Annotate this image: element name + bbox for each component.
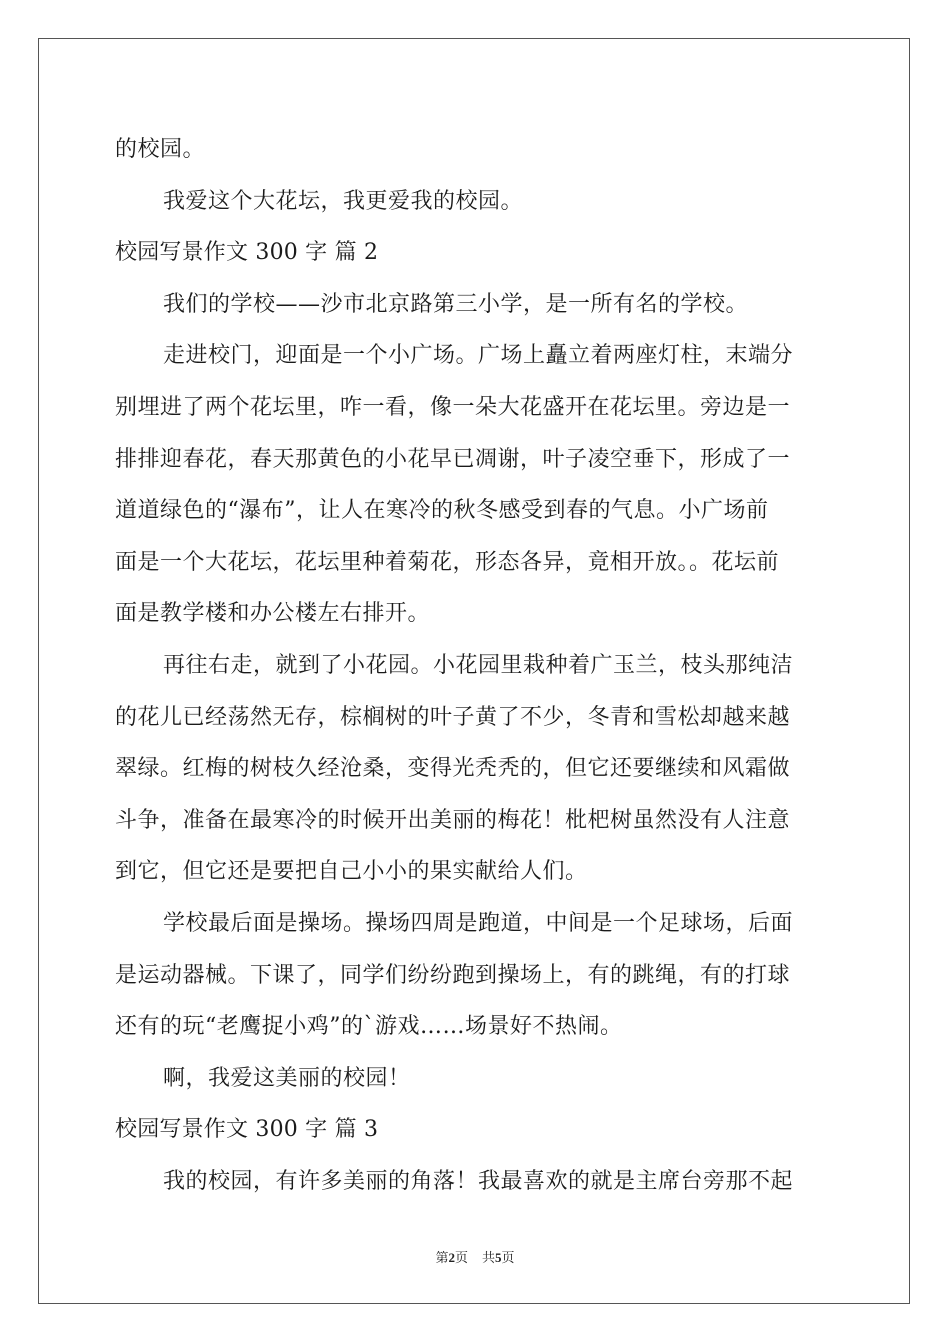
text-line: 的校园。 [115,137,206,162]
section-heading: 校园写景作文 300 字 篇 2 [115,240,379,266]
text-line: 还有的玩“老鹰捉小鸡”的`游戏……场景好不热闹。 [115,1014,623,1040]
text-line: 面是一个大花坛，花坛里种着菊花，形态各异，竟相开放。。花坛前 [115,549,780,575]
text-line: 的花儿已经荡然无存，棕榈树的叶子黄了不少，冬青和雪松却越来越 [115,704,791,730]
total-prefix: 共 [482,1250,496,1265]
text-line: 是运动器械。下课了，同学们纷纷跑到操场上，有的跳绳，有的打球 [115,962,791,988]
text-line: 学校最后面是操场。操场四周是跑道，中间是一个足球场，后面 [163,910,794,936]
total-suffix: 页 [501,1250,515,1265]
text-line: 再往右走，就到了小花园。小花园里栽种着广玉兰，枝头那纯洁 [163,652,794,678]
text-line: 我爱这个大花坛，我更爱我的校园。 [163,188,524,214]
text-line: 到它，但它还是要把自己小小的果实献给人们。 [115,859,588,885]
text-line: 啊，我爱这美丽的校园！ [163,1065,411,1091]
text-line: 别埋进了两个花坛里，咋一看，像一朵大花盛开在花坛里。旁边是一 [115,394,791,420]
text-line: 我的校园，有许多美丽的角落！我最喜欢的就是主席台旁那不起 [163,1168,794,1194]
text-line: 斗争，准备在最寒冷的时候开出美丽的梅花！枇杷树虽然没有人注意 [115,807,791,833]
section-heading: 校园写景作文 300 字 篇 3 [115,1117,379,1143]
page-footer [0,1247,950,1266]
text-line: 排排迎春花，春天那黄色的小花早已凋谢，叶子凌空垂下，形成了一 [115,446,791,472]
text-line: 翠绿。红梅的树枝久经沧桑，变得光秃秃的，但它还要继续和风霜做 [115,756,791,782]
page-suffix: 页 [454,1250,468,1265]
text-line: 走进校门，迎面是一个小广场。广场上矗立着两座灯柱，末端分 [163,343,794,369]
document-body [115,124,835,1207]
current-page-number: 2 [448,1250,455,1265]
page-prefix: 第 [435,1250,449,1265]
text-line: 道道绿色的“瀑布”，让人在寒冷的秋冬感受到春的气息。小广场前 [115,498,769,524]
total-page-number: 5 [495,1250,502,1265]
text-line: 面是教学楼和办公楼左右排开。 [115,601,431,627]
text-line: 我们的学校——沙市北京路第三小学，是一所有名的学校。 [163,291,749,317]
